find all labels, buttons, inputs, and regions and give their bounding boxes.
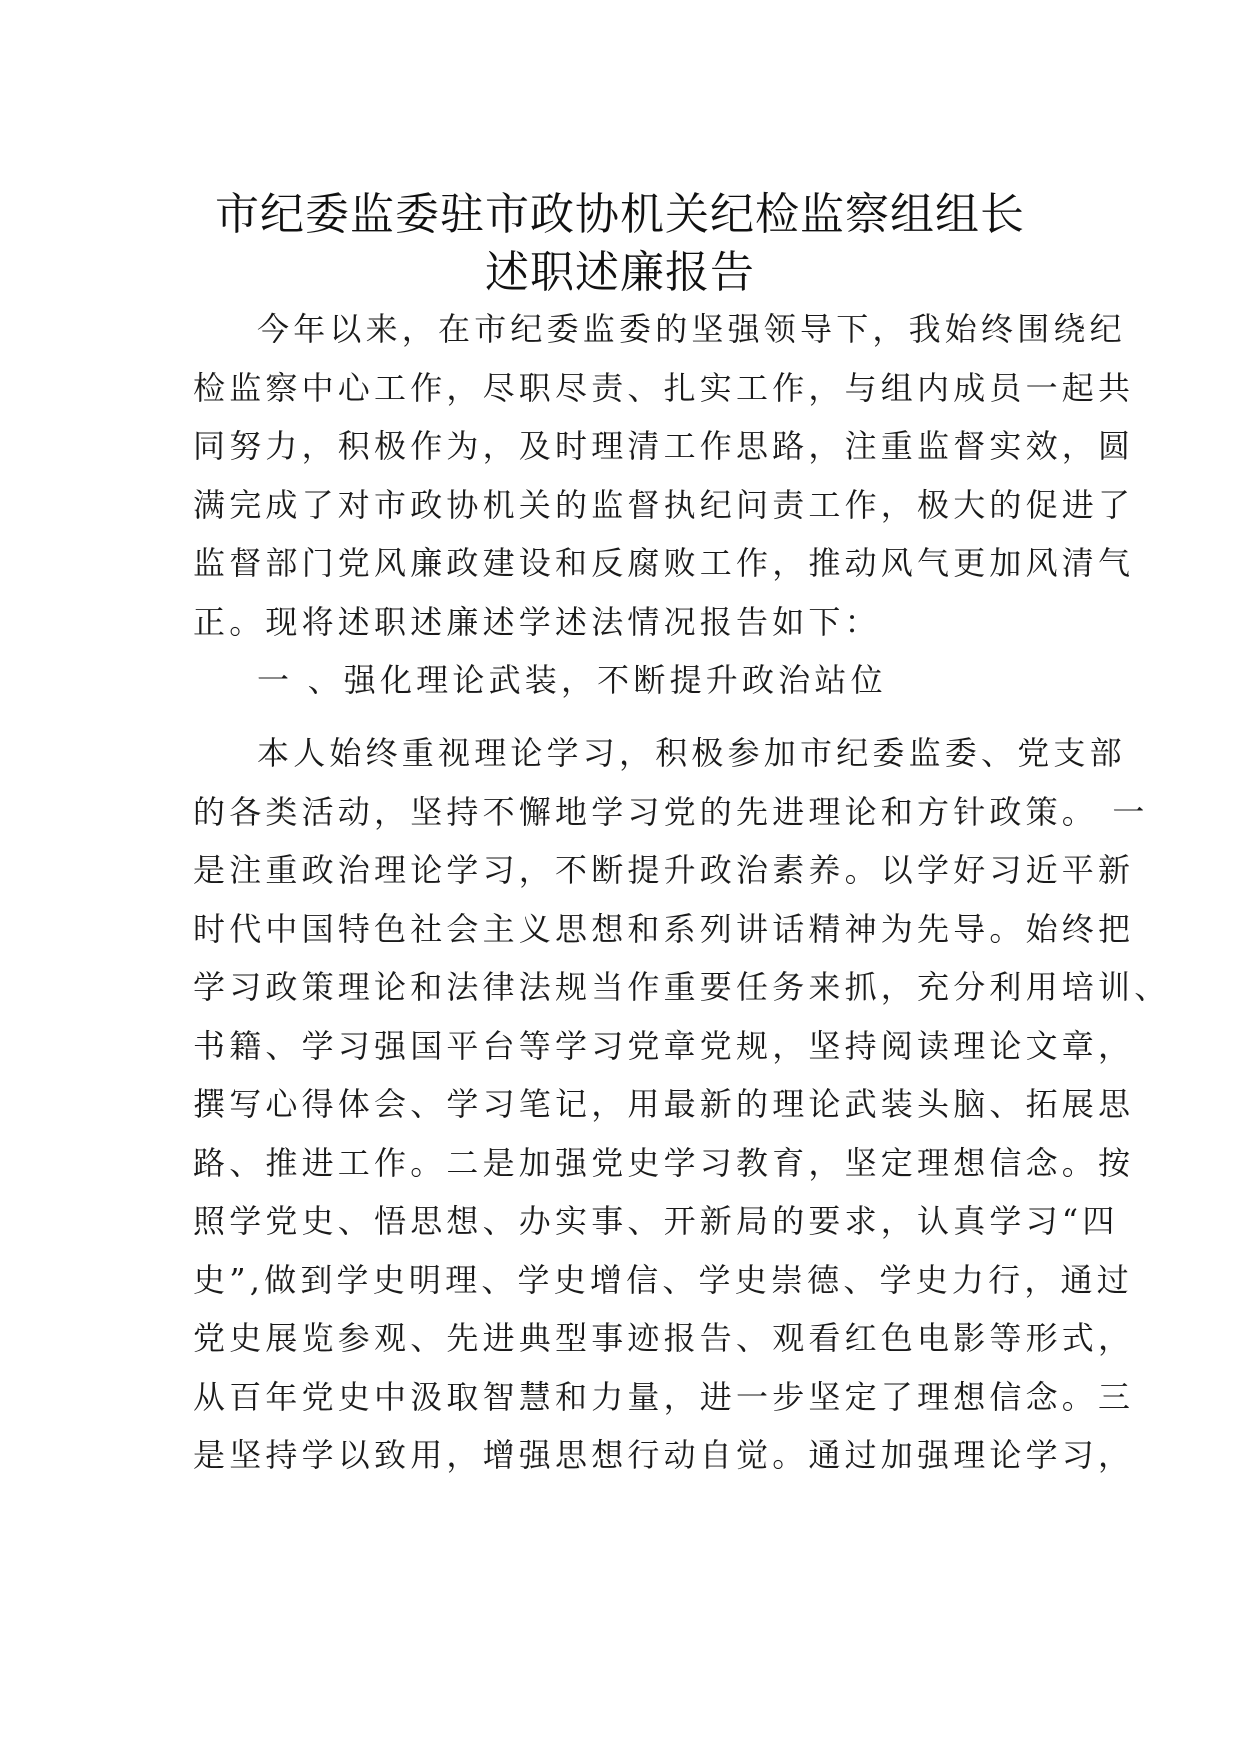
paragraph-line: 检监察中心工作，尽职尽责、扎实工作，与组内成员一起共 bbox=[193, 368, 1135, 407]
paragraph-line: 学习政策理论和法律法规当作重要任务来抓，充分利用培训、 bbox=[193, 968, 1171, 1006]
paragraph-line: 史”,做到学史明理、学史增信、学史崇德、学史力行，通过 bbox=[193, 1260, 1133, 1299]
paragraph-theory-study bbox=[193, 724, 1171, 1485]
paragraph-line: 路、推进工作。二是加强党史学习教育，坚定理想信念。按 bbox=[193, 1143, 1135, 1182]
paragraph-intro bbox=[193, 300, 1135, 651]
paragraph-line: 本人始终重视理论学习，积极参加市纪委监委、党支部 bbox=[257, 734, 1126, 772]
paragraph-line: 是坚持学以致用，增强思想行动自觉。通过加强理论学习， bbox=[193, 1436, 1135, 1474]
paragraph-line: 时代中国特色社会主义思想和系列讲话精神为先导。始终把 bbox=[193, 909, 1135, 948]
paragraph-line: 满完成了对市政协机关的监督执纪问责工作，极大的促进了 bbox=[193, 485, 1135, 524]
paragraph-line: 党史展览参观、先进典型事迹报告、观看红色电影等形式， bbox=[193, 1319, 1135, 1357]
paragraph-line: 书籍、学习强国平台等学习党章党规，坚持阅读理论文章， bbox=[193, 1026, 1135, 1065]
paragraph-line: 今年以来，在市纪委监委的坚强领导下，我始终围绕纪 bbox=[257, 310, 1126, 348]
paragraph-line: 照学党史、悟思想、办实事、开新局的要求，认真学习“四 bbox=[193, 1202, 1119, 1240]
title-line: 市纪委监委驻市政协机关纪检监察组组长 bbox=[215, 189, 1025, 240]
paragraph-line: 撰写心得体会、学习笔记，用最新的理论武装头脑、拓展思 bbox=[193, 1085, 1135, 1123]
paragraph-line: 正。现将述职述廉述学述法情况报告如下： bbox=[193, 602, 881, 641]
paragraph-line: 监督部门党风廉政建设和反腐败工作，推动风气更加风清气 bbox=[193, 544, 1135, 582]
title-line: 述职述廉报告 bbox=[485, 247, 755, 298]
paragraph-line: 是注重政治理论学习，不断提升政治素养。以学好习近平新 bbox=[193, 851, 1135, 889]
section-heading: 一 、强化理论武装，不断提升政治站位 bbox=[257, 661, 887, 699]
paragraph-line: 同努力，积极作为，及时理清工作思路，注重监督实效，圆 bbox=[193, 427, 1135, 465]
paragraph-line: 的各类活动，坚持不懈地学习党的先进理论和方针政策。 一 bbox=[193, 792, 1149, 831]
paragraph-line: 从百年党史中汲取智慧和力量，进一步坚定了理想信念。三 bbox=[193, 1377, 1135, 1416]
document-body bbox=[193, 300, 1171, 1485]
document-title bbox=[120, 186, 1120, 302]
